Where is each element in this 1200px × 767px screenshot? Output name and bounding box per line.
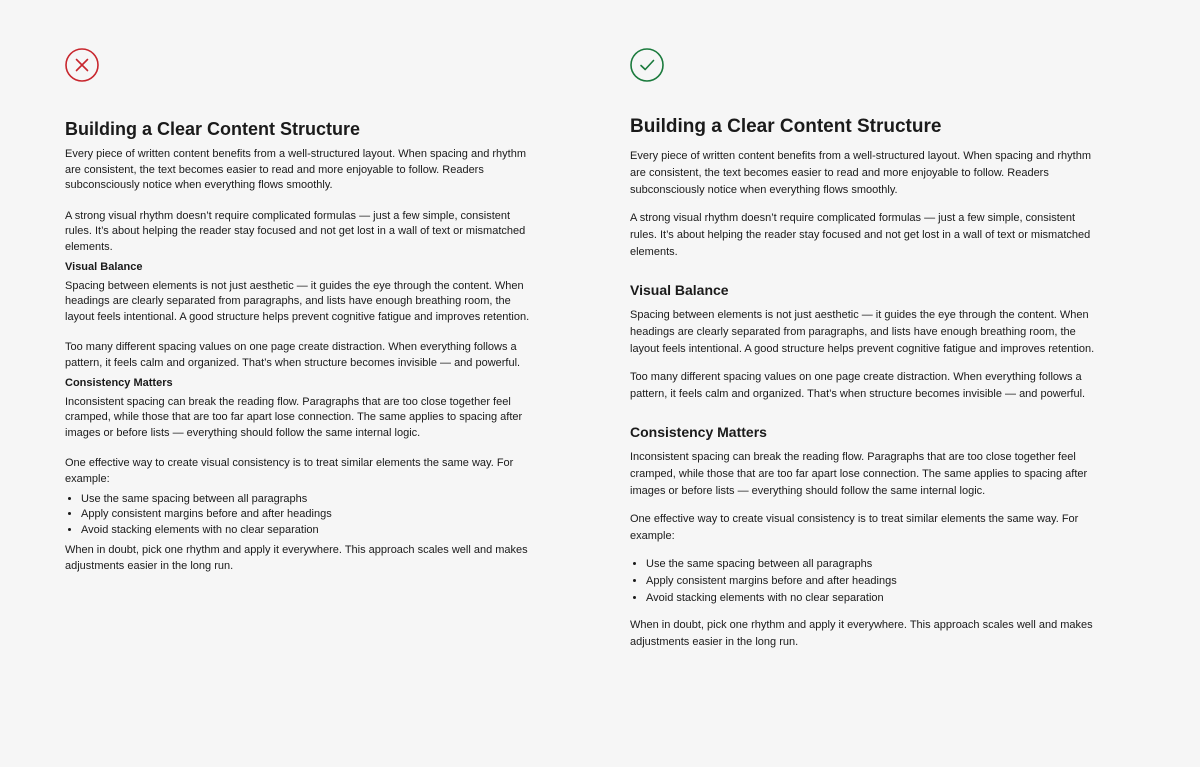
- check-circle-icon: [630, 48, 664, 82]
- section-heading: Visual Balance: [630, 282, 729, 298]
- list-item: • Use the same spacing between all paragraphs: [81, 492, 535, 508]
- x-circle-icon: [65, 48, 99, 82]
- paragraph: Spacing between elements is not just aesthetic — it guides the eye through the content. When headings are clearly separated from paragraphs, and lists have enough breathing room, the layout feels intentional. A good structure helps prevent cognitive fatigue and improves retention.: [630, 309, 1095, 355]
- list-item: • Use the same spacing between all paragraphs: [646, 556, 1100, 573]
- section-heading: Consistency Matters: [65, 376, 173, 389]
- list-item: • Apply consistent margins before and after headings: [646, 573, 1100, 590]
- paragraph: A strong visual rhythm doesn’t require complicated formulas — just a few simple, consistent rules. It’s about helping the reader stay focused and not get lost in a wall of text or mismatched elements.: [65, 209, 526, 253]
- list-item: • Apply consistent margins before and after headings: [81, 507, 535, 523]
- paragraph: Inconsistent spacing can break the reading flow. Paragraphs that are too close together feel cramped, while those that are too far apart lose connection. The same applies to spacing after images or before lists — everything should follow the same internal logic.: [630, 451, 1088, 497]
- list-item: • Avoid stacking elements with no clear separation: [81, 523, 535, 539]
- bullet-list: [630, 556, 1100, 607]
- paragraph: One effective way to create visual consistency is to treat similar elements the same way. For example:: [65, 457, 514, 485]
- section-heading: Visual Balance: [65, 260, 143, 273]
- list-item: • Avoid stacking elements with no clear separation: [646, 590, 1100, 607]
- article-title: Building a Clear Content Structure: [65, 119, 361, 139]
- paragraph: Every piece of written content benefits from a well-structured layout. When spacing and rhythm are consistent, the text becomes easier to read and more enjoyable to follow. Readers subconsciously notice when everything flows smoothly.: [65, 148, 526, 192]
- paragraph: Inconsistent spacing can break the reading flow. Paragraphs that are too close together feel cramped, while those that are too far apart lose connection. The same applies to spacing after images or before lists — everything should follow the same internal logic.: [65, 395, 523, 439]
- article-title: Building a Clear Content Structure: [630, 116, 942, 137]
- article-body: [630, 148, 1100, 662]
- paragraph: One effective way to create visual consistency is to treat similar elements the same way. For example:: [630, 513, 1079, 542]
- paragraph: Spacing between elements is not just aesthetic — it guides the eye through the content. When headings are clearly separated from paragraphs, and lists have enough breathing room, the layout feels intentional. A good structure helps prevent cognitive fatigue and improves retention.: [65, 279, 530, 323]
- paragraph: Every piece of written content benefits from a well-structured layout. When spacing and rhythm are consistent, the text becomes easier to read and more enjoyable to follow. Readers subconsciously notice when everything flows smoothly.: [630, 150, 1091, 196]
- paragraph: Too many different spacing values on one page create distraction. When everything follows a pattern, it feels calm and organized. That’s when structure becomes invisible — and powerful.: [630, 371, 1086, 400]
- section-heading: Consistency Matters: [630, 424, 767, 440]
- paragraph: When in doubt, pick one rhythm and apply it everywhere. This approach scales well and makes adjustments easier in the long run.: [630, 619, 1093, 648]
- paragraph: A strong visual rhythm doesn’t require complicated formulas — just a few simple, consistent rules. It’s about helping the reader stay focused and not get lost in a wall of text or mismatched elements.: [630, 212, 1091, 258]
- paragraph: When in doubt, pick one rhythm and apply it everywhere. This approach scales well and makes adjustments easier in the long run.: [65, 544, 528, 572]
- bullet-list: [65, 492, 535, 539]
- paragraph: Too many different spacing values on one page create distraction. When everything follows a pattern, it feels calm and organized. That’s when structure becomes invisible — and powerful.: [65, 341, 521, 369]
- article-body: [65, 147, 535, 574]
